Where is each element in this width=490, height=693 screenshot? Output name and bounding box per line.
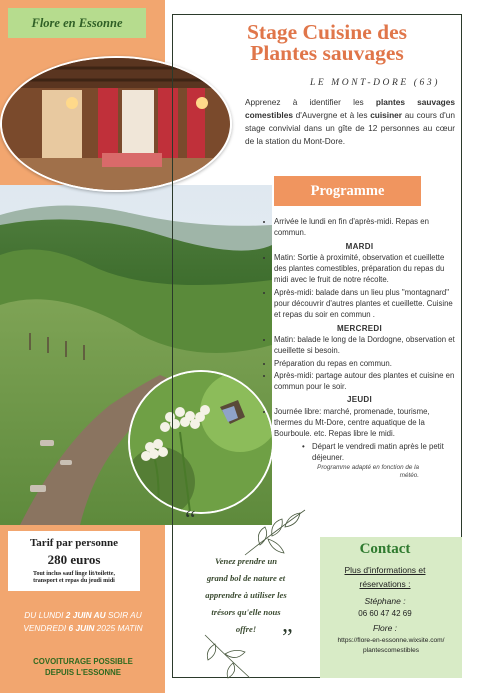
leaf-drawing-icon [200, 630, 260, 680]
stage-dates: DU LUNDI 2 JUIN AU SOIR AU VENDREDI 6 JUIN 2025 MATIN [23, 610, 143, 633]
website-link[interactable]: https://flore-en-essonne.wixsite.com/ plantescomestibles [337, 637, 445, 654]
contact-phone[interactable]: 06 60 47 42 69 [358, 609, 412, 618]
list-item: • Matin: balade le long de la Dordogne, observation et cueillette si besoin. [274, 334, 457, 357]
contact-title: Contact [359, 541, 411, 557]
quote-close-icon: ” [282, 625, 293, 651]
intro-paragraph: Apprenez à identifier les plantes sauvages comestibles d'Auvergne et à les cuisiner au cours d'un stage convivial dans un gîte de 12 personnes au cœur de la station du Mont-Dore. [245, 97, 455, 146]
day-heading: MARDI [345, 241, 374, 251]
list-item: • Après-midi: balade dans un lieu plus "montagnard" pour découvrir d'autres plantes et cueillette. Cuisine et repas du soir en commun . [274, 287, 457, 321]
brand-name: Flore en Essonne [31, 15, 123, 30]
program-heading: Programme [310, 182, 385, 199]
leaf-drawing-icon [240, 505, 310, 560]
contact-box [320, 537, 462, 678]
orange-wave [0, 205, 165, 565]
tariff-label: Tarif par personne [29, 537, 118, 549]
title-line-2: Plantes sauvages [250, 41, 404, 65]
contact-person-flore: Flore : [372, 623, 398, 633]
program-banner [274, 176, 421, 206]
page-title [200, 22, 454, 64]
program-list [262, 216, 457, 480]
brand-tab [8, 8, 146, 38]
tariff-price: 280 euros [47, 552, 101, 567]
location: LE MONT-DORE (63) [309, 78, 441, 88]
carpool-note: COVOITURAGE POSSIBLE DEPUIS L'ESSONNE [33, 657, 133, 677]
weather-note: Programme adapté en fonction de la météo. [317, 464, 419, 480]
list-item: • Départ le vendredi matin après le petit déjeuner. [274, 441, 457, 464]
list-item: • Préparation du repas en commun. [274, 358, 457, 369]
contact-person-stephane: Stéphane : [364, 596, 406, 606]
list-item: • Après-midi: partage autour des plantes et cuisine en commun pour le soir. [274, 370, 457, 393]
list-item: • Arrivée le lundi en fin d'après-midi. Repas en commun. [274, 216, 457, 239]
quote-open-icon: “ [185, 507, 196, 533]
list-item: • Matin: Sortie à proximité, observation et cueillette des plantes comestibles, préparation du repas du midi avec le fruit de notre récolte. [274, 252, 457, 286]
tariff-conditions: Tout inclus sauf linge lit/toilette, transport et repas du jeudi midi [33, 571, 115, 584]
quote-text: Venez prendre un grand bol de nature et apprendre à utiliser les trésors qu'elle nous offre! [205, 556, 287, 634]
list-item: • Journée libre: marché, promenade, tourisme, thermes du Mt-Dore, centre aquatique de la Bourboule. etc. Repas libre le midi. [274, 406, 457, 440]
day-heading: MERCREDI [336, 323, 383, 333]
contact-info-link[interactable]: Plus d'informations et réservations : [344, 565, 426, 589]
day-heading: JEUDI [346, 395, 373, 405]
title-line-1: Stage Cuisine des [246, 20, 408, 44]
